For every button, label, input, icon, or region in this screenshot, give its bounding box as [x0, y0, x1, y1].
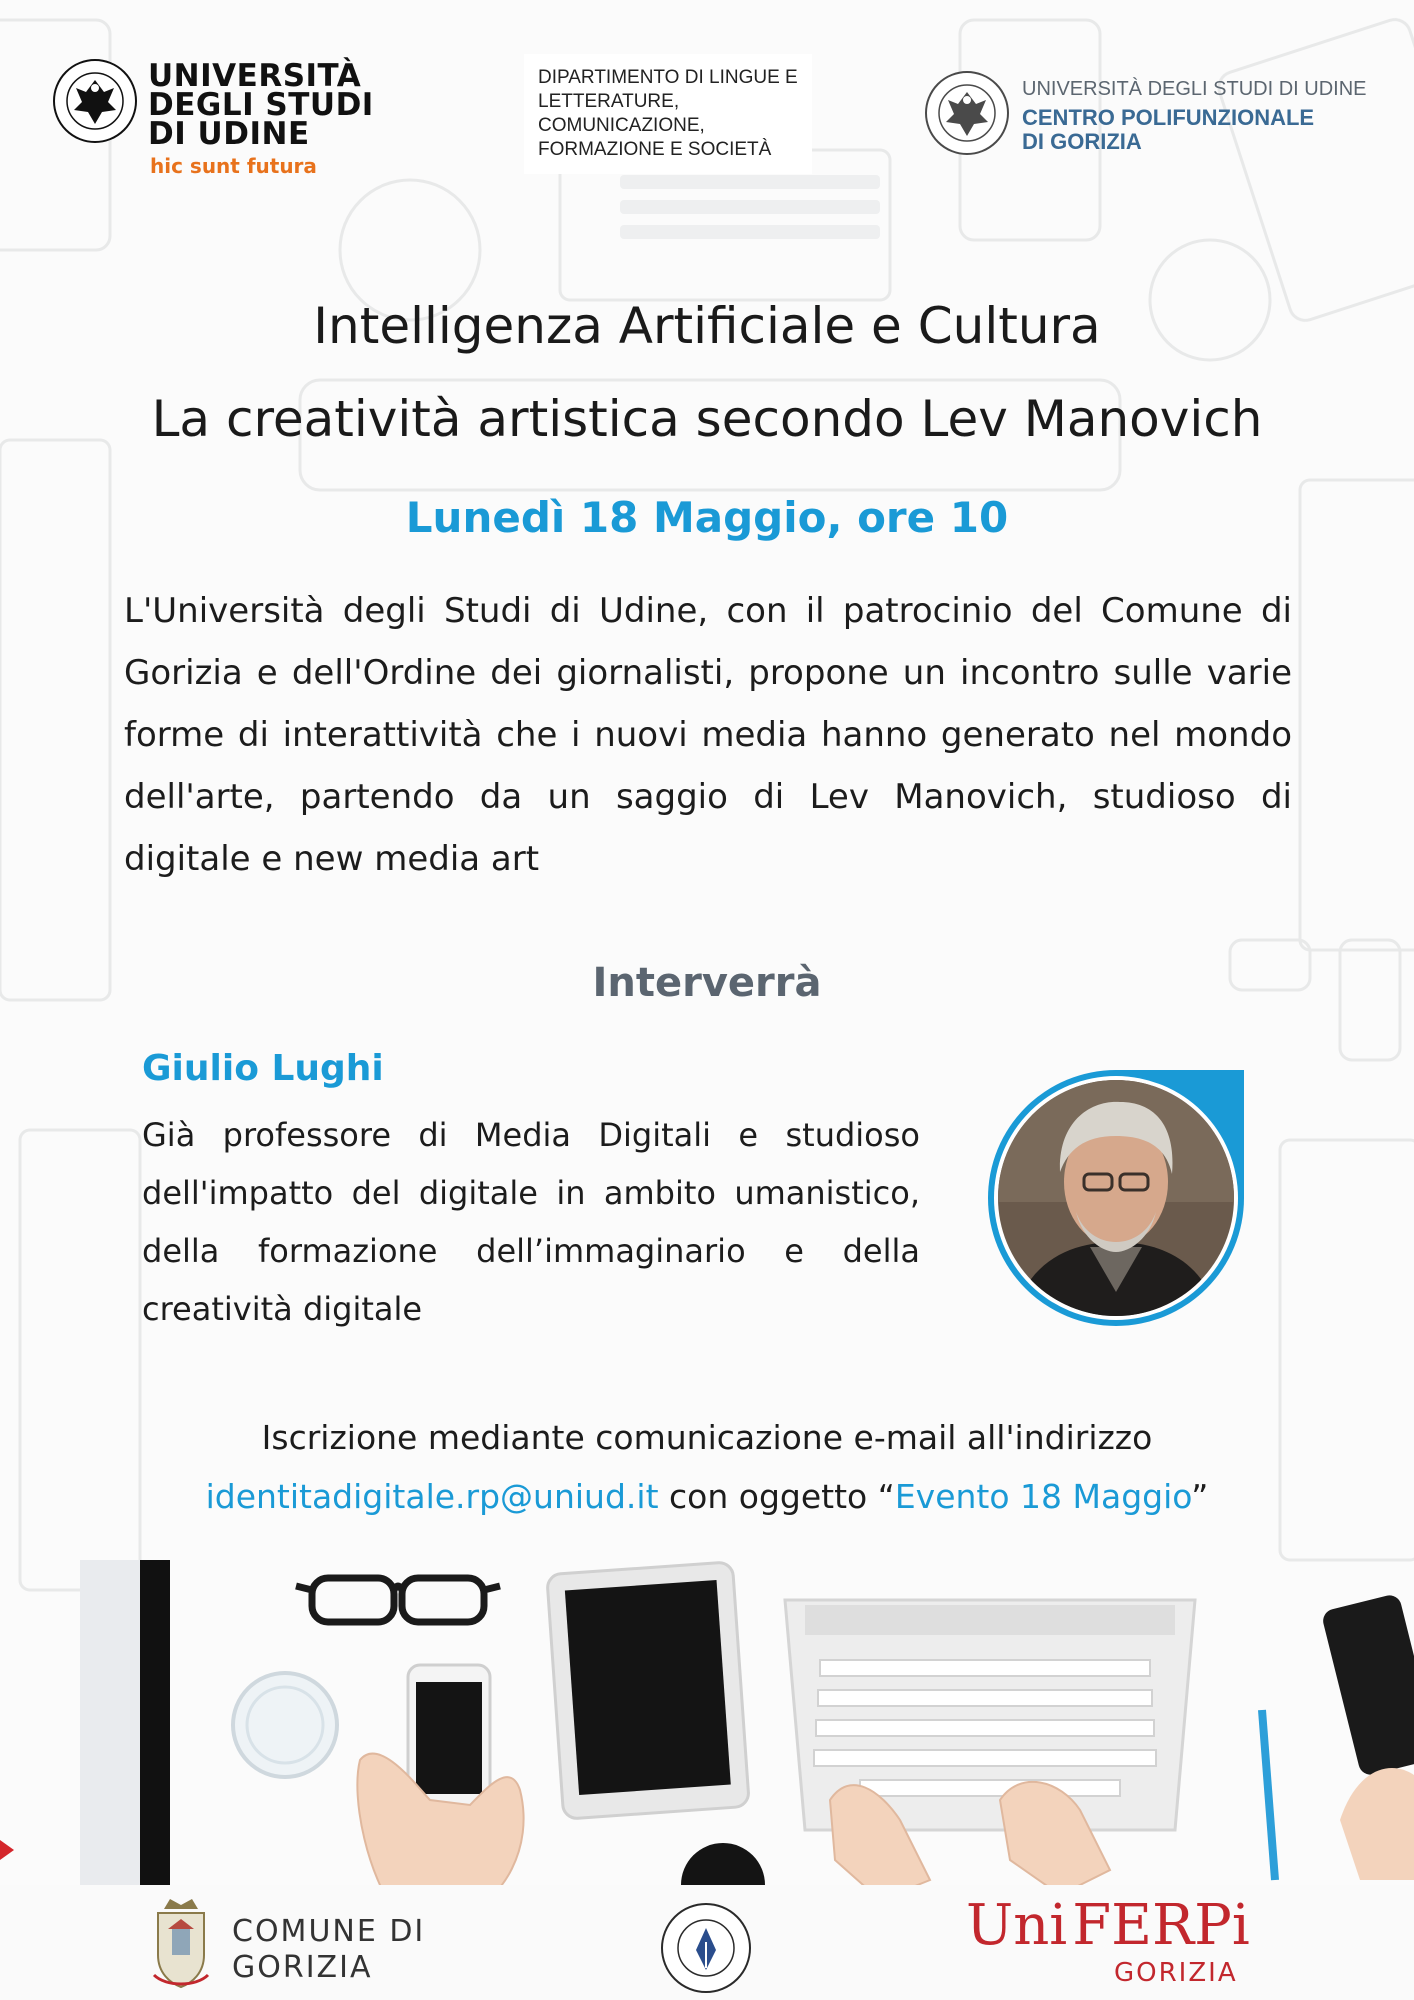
uniferpi-logo [966, 1893, 1250, 1958]
centro-seal-icon [924, 70, 1010, 156]
quote-close: ” [1191, 1477, 1209, 1516]
ordine-giornalisti-seal-icon [650, 1898, 762, 1998]
speaker-bio: Già professore di Media Digitali e studioso dell'impatto del digitale in ambito umanistico, della formazione dell’immaginario e della creatività digitale [142, 1116, 920, 1328]
centro-name [1022, 106, 1314, 154]
centro-university-label: UNIVERSITÀ DEGLI STUDI DI UDINE [1022, 78, 1367, 100]
event-description: L'Università degli Studi di Udine, con il patrocinio del Comune di Gorizia e dell'Ordine dei giornalisti, propone un incontro sulle varie forme di interattività che i nuovi media hanno generato nel mondo dell'arte, partendo da un saggio di Lev Manovich, studioso di digitale e new media art [124, 591, 1292, 879]
centro-name-line1: CENTRO POLIFUNZIONALE [1022, 105, 1315, 130]
centro-name-line2: DI GORIZIA [1022, 129, 1142, 154]
gorizia-coat-of-arms-icon [150, 1895, 212, 1993]
uniferpi-city: GORIZIA [1114, 1958, 1238, 1988]
comune-gorizia-label [232, 1914, 425, 1986]
registration-subject-prefix: con oggetto [669, 1477, 868, 1516]
department-line: COMUNICAZIONE, [538, 115, 705, 136]
university-seal-icon [52, 58, 138, 144]
quote-open: “ [877, 1477, 895, 1516]
event-subtitle: La creatività artistica secondo Lev Manovich [151, 390, 1263, 448]
department-label [524, 54, 812, 174]
speaker-heading: Interverrà [592, 960, 822, 1006]
registration-email-link[interactable]: identitadigitale.rp@uniud.it [205, 1477, 659, 1516]
uniferpi-ferpi: FERPi [1072, 1893, 1250, 1958]
department-line: DIPARTIMENTO DI LINGUE E [538, 67, 798, 88]
comune-line2: GORIZIA [232, 1950, 373, 1985]
department-line: FORMAZIONE E SOCIETÀ [538, 139, 772, 160]
university-name [148, 58, 374, 152]
event-date: Lunedì 18 Maggio, ore 10 [405, 493, 1009, 542]
registration-line: Iscrizione mediante comunicazione e-mail all'indirizzo [261, 1418, 1153, 1457]
speaker-name: Giulio Lughi [142, 1048, 384, 1089]
university-name-line1: UNIVERSITÀ [148, 58, 362, 94]
comune-line1: COMUNE DI [232, 1914, 426, 1949]
university-name-line2: DEGLI STUDI [148, 87, 374, 123]
university-name-line3: DI UDINE [148, 116, 310, 152]
registration-subject: Evento 18 Maggio [894, 1477, 1192, 1516]
event-title: Intelligenza Artificiale e Cultura [313, 297, 1101, 355]
department-line: LETTERATURE, [538, 91, 680, 112]
uniferpi-uni: Uni [966, 1893, 1068, 1958]
speaker-photo [980, 1062, 1252, 1334]
university-motto: hic sunt futura [150, 154, 317, 178]
registration-contact [0, 1477, 1414, 1516]
